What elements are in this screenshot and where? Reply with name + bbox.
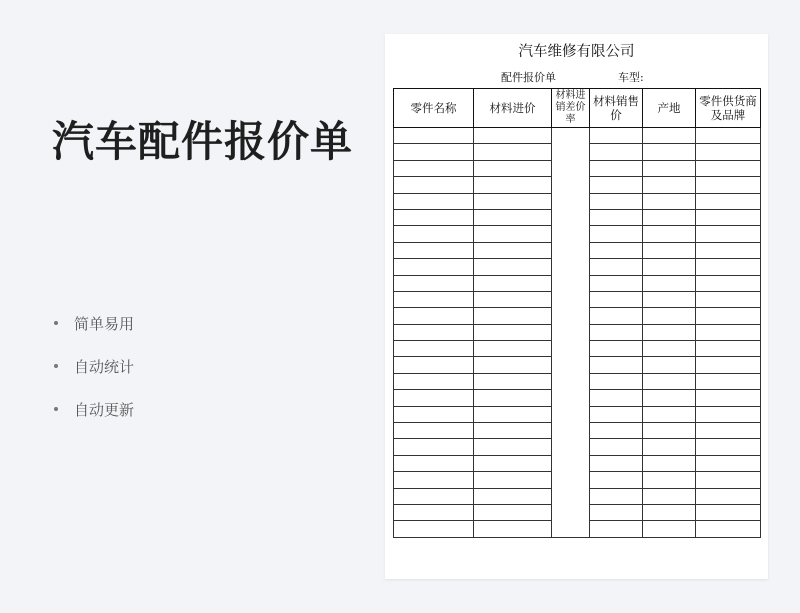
table-cell <box>643 341 696 357</box>
table-cell <box>590 504 643 520</box>
table-row <box>394 193 761 209</box>
company-name: 汽车维修有限公司 <box>518 44 635 60</box>
table-cell <box>696 455 761 471</box>
table-row <box>394 406 761 422</box>
table-cell <box>552 242 590 258</box>
table-cell <box>590 455 643 471</box>
table-cell <box>552 324 590 340</box>
table-cell <box>552 423 590 439</box>
table-cell <box>552 406 590 422</box>
table-cell <box>552 455 590 471</box>
table-cell <box>552 308 590 324</box>
table-cell <box>696 177 761 193</box>
form-label: 配件报价单 <box>501 71 556 84</box>
column-header-origin: 产地 <box>643 89 696 128</box>
table-cell <box>474 209 552 225</box>
table-cell <box>696 308 761 324</box>
table-cell <box>643 259 696 275</box>
table-cell <box>474 259 552 275</box>
table-cell <box>474 390 552 406</box>
table-cell <box>696 275 761 291</box>
table-cell <box>394 390 474 406</box>
table-row <box>394 341 761 357</box>
table-cell <box>474 160 552 176</box>
table-cell <box>394 373 474 389</box>
bullet-icon <box>54 321 58 325</box>
table-cell <box>643 128 696 144</box>
table-cell <box>643 209 696 225</box>
table-row <box>394 357 761 373</box>
feature-label: 自动更新 <box>74 400 135 419</box>
table-cell <box>552 160 590 176</box>
table-cell <box>394 341 474 357</box>
table-cell <box>394 439 474 455</box>
table-cell <box>696 521 761 537</box>
table-cell <box>590 128 643 144</box>
table-cell <box>474 521 552 537</box>
table-cell <box>696 439 761 455</box>
table-cell <box>696 128 761 144</box>
table-cell <box>643 275 696 291</box>
table-row <box>394 521 761 537</box>
table-row <box>394 373 761 389</box>
table-cell <box>643 193 696 209</box>
table-cell <box>590 226 643 242</box>
table-cell <box>394 128 474 144</box>
table-cell <box>696 472 761 488</box>
table-cell <box>643 160 696 176</box>
table-cell <box>474 128 552 144</box>
table-cell <box>643 144 696 160</box>
table-cell <box>590 324 643 340</box>
table-cell <box>643 177 696 193</box>
table-cell <box>474 177 552 193</box>
table-cell <box>552 504 590 520</box>
table-cell <box>590 160 643 176</box>
table-row <box>394 242 761 258</box>
table-cell <box>590 488 643 504</box>
table-cell <box>643 423 696 439</box>
table-cell <box>394 423 474 439</box>
table-cell <box>474 472 552 488</box>
table-cell <box>394 308 474 324</box>
table-row <box>394 472 761 488</box>
table-cell <box>696 291 761 307</box>
table-row <box>394 259 761 275</box>
table-cell <box>643 472 696 488</box>
column-header-part-name: 零件名称 <box>394 89 474 128</box>
table-cell <box>696 504 761 520</box>
table-cell <box>696 341 761 357</box>
table-cell <box>394 324 474 340</box>
feature-item <box>54 398 134 420</box>
page-title: 汽车配件报价单 <box>52 117 354 166</box>
table-cell <box>552 488 590 504</box>
table-row <box>394 226 761 242</box>
table-cell <box>643 291 696 307</box>
table-cell <box>394 406 474 422</box>
table-cell <box>474 242 552 258</box>
table-cell <box>394 160 474 176</box>
table-cell <box>696 160 761 176</box>
table-cell <box>696 226 761 242</box>
table-cell <box>474 324 552 340</box>
table-row <box>394 390 761 406</box>
column-header-supplier-brand: 零件供货商及品牌 <box>696 89 761 128</box>
table-cell <box>394 357 474 373</box>
bullet-icon <box>54 364 58 368</box>
table-row <box>394 488 761 504</box>
column-header-cost-price: 材料进价 <box>474 89 552 128</box>
table-row <box>394 160 761 176</box>
table-cell <box>696 324 761 340</box>
table-cell <box>696 144 761 160</box>
quote-table <box>393 88 761 538</box>
quote-sheet-preview <box>385 34 768 579</box>
table-cell <box>474 455 552 471</box>
table-cell <box>394 226 474 242</box>
table-cell <box>590 275 643 291</box>
table-cell <box>474 488 552 504</box>
table-cell <box>474 439 552 455</box>
table-cell <box>552 291 590 307</box>
table-cell <box>552 226 590 242</box>
table-cell <box>590 373 643 389</box>
feature-item <box>54 355 134 377</box>
table-cell <box>474 308 552 324</box>
table-cell <box>474 193 552 209</box>
table-cell <box>394 275 474 291</box>
table-cell <box>696 390 761 406</box>
table-cell <box>643 373 696 389</box>
table-cell <box>643 439 696 455</box>
table-cell <box>552 275 590 291</box>
table-cell <box>394 242 474 258</box>
table-cell <box>696 423 761 439</box>
table-cell <box>643 308 696 324</box>
table-cell <box>474 341 552 357</box>
table-row <box>394 144 761 160</box>
table-cell <box>643 324 696 340</box>
table-row <box>394 275 761 291</box>
table-cell <box>643 504 696 520</box>
table-cell <box>696 259 761 275</box>
table-cell <box>590 193 643 209</box>
table-cell <box>696 488 761 504</box>
table-cell <box>590 177 643 193</box>
column-header-margin-rate: 材料进销差价率 <box>552 89 590 128</box>
table-row <box>394 455 761 471</box>
feature-list <box>54 312 134 441</box>
table-cell <box>643 455 696 471</box>
table-cell <box>643 488 696 504</box>
table-row <box>394 209 761 225</box>
table-cell <box>696 357 761 373</box>
table-cell <box>696 193 761 209</box>
table-cell <box>590 308 643 324</box>
table-cell <box>474 357 552 373</box>
bullet-icon <box>54 407 58 411</box>
table-cell <box>696 242 761 258</box>
table-cell <box>643 357 696 373</box>
table-cell <box>552 209 590 225</box>
table-cell <box>394 177 474 193</box>
car-type-label: 车型: <box>618 71 644 84</box>
table-cell <box>590 406 643 422</box>
table-cell <box>643 521 696 537</box>
table-cell <box>474 373 552 389</box>
table-row <box>394 308 761 324</box>
table-cell <box>552 439 590 455</box>
table-cell <box>552 521 590 537</box>
table-row <box>394 439 761 455</box>
table-cell <box>590 291 643 307</box>
table-cell <box>552 390 590 406</box>
column-header-sale-price: 材料销售价 <box>590 89 643 128</box>
table-cell <box>552 128 590 144</box>
table-row <box>394 291 761 307</box>
table-cell <box>696 373 761 389</box>
table-cell <box>474 406 552 422</box>
table-cell <box>552 193 590 209</box>
table-cell <box>474 291 552 307</box>
table-header-row <box>394 89 761 128</box>
table-cell <box>552 472 590 488</box>
table-cell <box>394 504 474 520</box>
feature-item <box>54 312 134 334</box>
table-row <box>394 324 761 340</box>
table-cell <box>590 423 643 439</box>
table-cell <box>552 144 590 160</box>
table-cell <box>696 209 761 225</box>
table-row <box>394 128 761 144</box>
table-cell <box>394 291 474 307</box>
table-cell <box>590 341 643 357</box>
feature-label: 简单易用 <box>74 314 135 333</box>
table-cell <box>552 177 590 193</box>
table-cell <box>552 373 590 389</box>
table-cell <box>394 488 474 504</box>
table-cell <box>590 439 643 455</box>
table-cell <box>643 406 696 422</box>
table-cell <box>590 357 643 373</box>
table-cell <box>590 144 643 160</box>
table-cell <box>643 242 696 258</box>
table-cell <box>394 472 474 488</box>
table-row <box>394 177 761 193</box>
table-cell <box>552 341 590 357</box>
table-cell <box>590 472 643 488</box>
table-row <box>394 504 761 520</box>
feature-label: 自动统计 <box>74 357 135 376</box>
table-cell <box>474 504 552 520</box>
table-cell <box>474 144 552 160</box>
table-cell <box>590 390 643 406</box>
table-cell <box>394 144 474 160</box>
table-cell <box>590 259 643 275</box>
table-cell <box>474 226 552 242</box>
table-cell <box>394 209 474 225</box>
table-row <box>394 423 761 439</box>
table-cell <box>394 193 474 209</box>
table-cell <box>394 455 474 471</box>
table-cell <box>643 226 696 242</box>
table-cell <box>474 275 552 291</box>
table-cell <box>590 209 643 225</box>
table-cell <box>590 521 643 537</box>
table-cell <box>552 259 590 275</box>
table-cell <box>394 521 474 537</box>
table-cell <box>590 242 643 258</box>
table-cell <box>394 259 474 275</box>
table-body <box>394 128 761 538</box>
table-cell <box>643 390 696 406</box>
table-cell <box>474 423 552 439</box>
table-cell <box>552 357 590 373</box>
table-cell <box>696 406 761 422</box>
